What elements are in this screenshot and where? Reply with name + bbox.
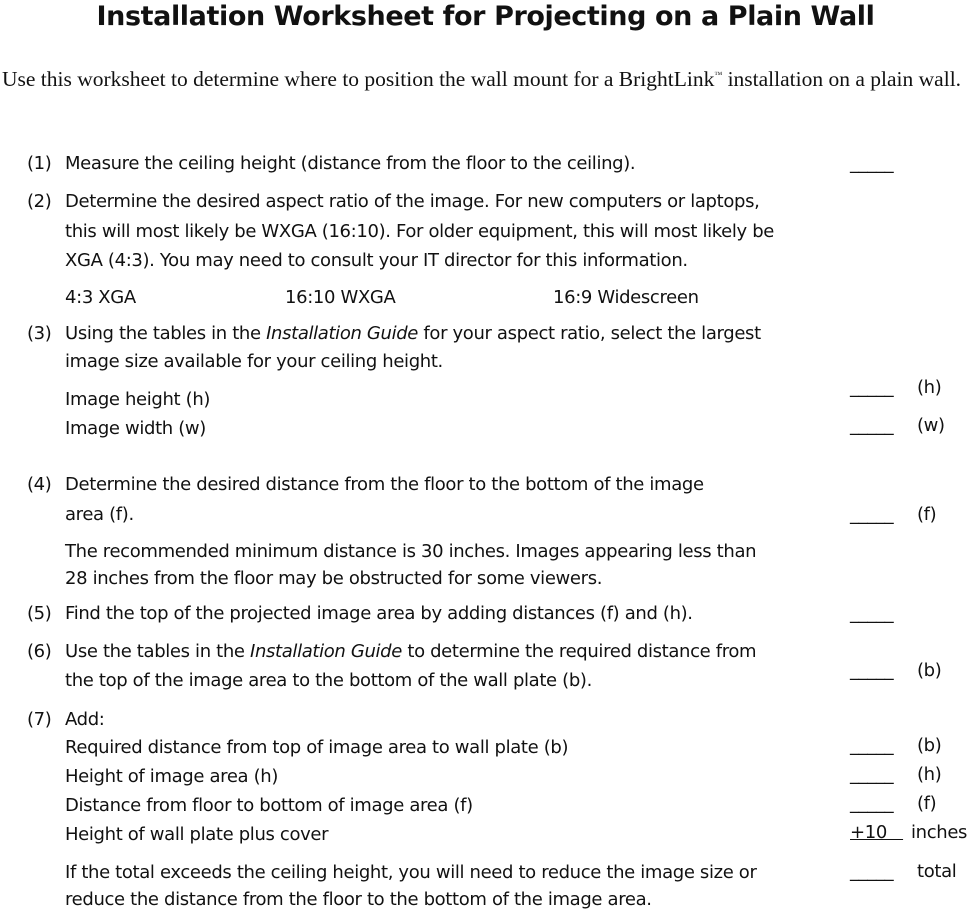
sum-row-label: Required distance from top of image area to wall plate (b): [65, 737, 569, 758]
blank-field[interactable]: _____: [850, 504, 894, 525]
step-note: 28 inches from the floor may be obstructed for some viewers.: [65, 568, 603, 589]
step-text: Using the tables in the Installation Guide for your aspect ratio, select the largest: [65, 323, 761, 344]
guide-reference: Installation Guide: [250, 641, 402, 662]
blank-field[interactable]: _____: [850, 603, 894, 624]
sum-row-label: Height of wall plate plus cover: [65, 824, 329, 845]
step-text: Use the tables in the Installation Guide to determine the required distance from: [65, 641, 757, 662]
step-text: Measure the ceiling height (distance from the floor to the ceiling).: [65, 153, 636, 174]
intro-text: Use this worksheet to determine where to position the wall mount for a BrightLink: [2, 67, 715, 91]
step-number: (2): [27, 191, 52, 212]
page-title: Installation Worksheet for Projecting on a Plain Wall: [96, 1, 875, 32]
total-field[interactable]: _____: [850, 861, 894, 882]
unit-label: (f): [917, 504, 937, 525]
step-note: The recommended minimum distance is 30 inches. Images appearing less than: [65, 541, 757, 562]
image-width-label: Image width (w): [65, 418, 206, 439]
step-text: image size available for your ceiling height.: [65, 351, 443, 372]
unit-label: (b): [917, 735, 942, 756]
blank-field[interactable]: _____: [850, 764, 894, 785]
step-number: (4): [27, 474, 52, 495]
step-text: XGA (4:3). You may need to consult your IT director for this information.: [65, 250, 688, 271]
unit-label: (h): [917, 377, 942, 398]
step-number: (5): [27, 603, 52, 624]
aspect-option-wxga: 16:10 WXGA: [285, 287, 396, 308]
step-text: Determine the desired distance from the floor to the bottom of the image: [65, 474, 704, 495]
aspect-option-xga: 4:3 XGA: [65, 287, 136, 308]
intro-paragraph: [2, 60, 962, 94]
image-height-label: Image height (h): [65, 389, 211, 410]
step-text: the top of the image area to the bottom of the wall plate (b).: [65, 670, 592, 691]
wall-plate-value: +10: [850, 822, 904, 843]
trademark-symbol: ™: [714, 70, 723, 79]
unit-label: (h): [917, 764, 942, 785]
step-number: (3): [27, 323, 52, 344]
unit-label: (b): [917, 660, 942, 681]
step-text: Find the top of the projected image area by adding distances (f) and (h).: [65, 603, 693, 624]
add-label: Add:: [65, 709, 105, 730]
step-text: this will most likely be WXGA (16:10). For older equipment, this will most likely be: [65, 221, 775, 242]
blank-field[interactable]: _____: [850, 793, 894, 814]
unit-label: (w): [917, 415, 945, 436]
step-number: (1): [27, 153, 52, 174]
aspect-option-widescreen: 16:9 Widescreen: [553, 287, 699, 308]
blank-field[interactable]: _____: [850, 660, 894, 681]
step-note: reduce the distance from the floor to the bottom of the image area.: [65, 889, 652, 910]
sum-row-label: Height of image area (h): [65, 766, 278, 787]
intro-text-end: installation on a plain wall.: [722, 67, 962, 91]
blank-field[interactable]: _____: [850, 153, 894, 174]
sum-row-label: Distance from floor to bottom of image area (f): [65, 795, 473, 816]
guide-reference: Installation Guide: [266, 323, 419, 344]
step-text: Determine the desired aspect ratio of the image. For new computers or laptops,: [65, 191, 760, 212]
blank-field[interactable]: _____: [850, 415, 894, 436]
step-number: (7): [27, 709, 52, 730]
step-number: (6): [27, 641, 52, 662]
step-text: area (f).: [65, 504, 134, 525]
total-label: total: [917, 861, 957, 882]
unit-label: (f): [917, 793, 937, 814]
blank-field[interactable]: _____: [850, 377, 894, 398]
step-note: If the total exceeds the ceiling height, you will need to reduce the image size or: [65, 862, 757, 883]
blank-field[interactable]: _____: [850, 735, 894, 756]
unit-label: inches: [911, 822, 968, 843]
